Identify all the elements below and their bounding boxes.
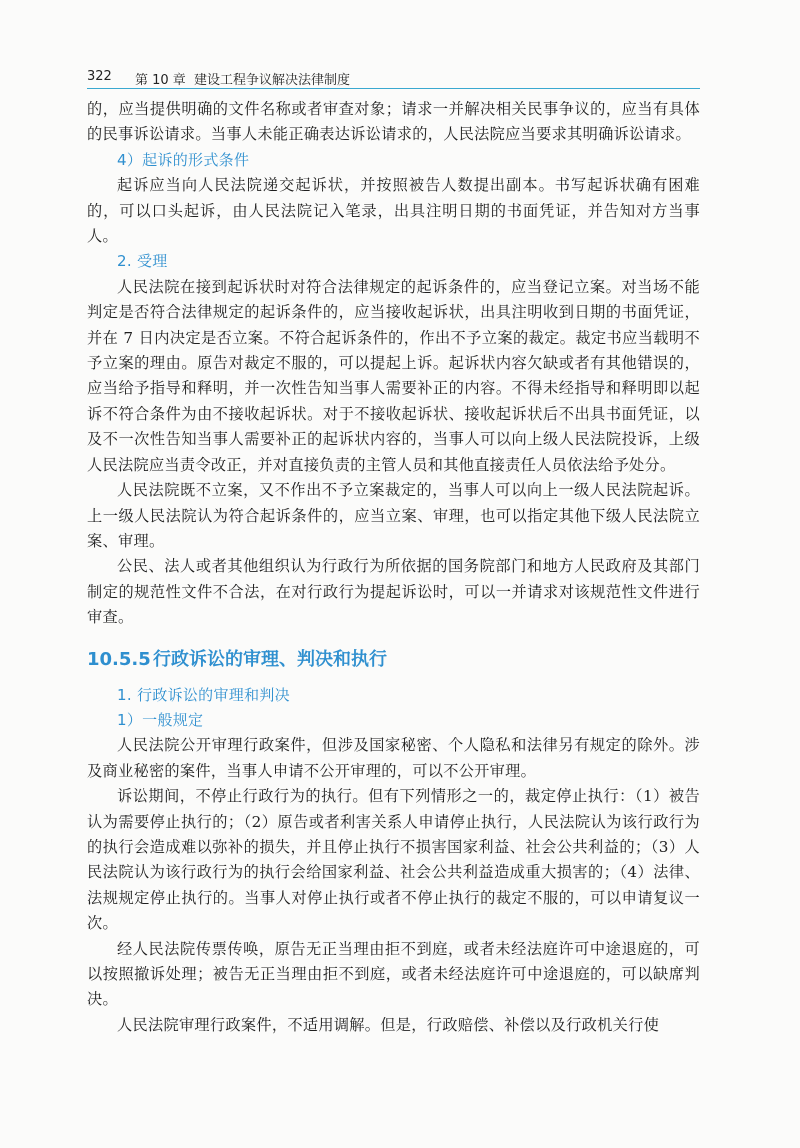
running-header	[87, 66, 700, 89]
section-heading	[87, 647, 700, 673]
heading-form-conditions: 4）起诉的形式条件	[117, 150, 250, 169]
section-title: 行政诉讼的审理、判决和执行	[153, 648, 387, 670]
paragraph-general-3: 经人民法院传票传唤，原告无正当理由拒不到庭，或者未经法庭许可中途退庭的，可以按照撤诉处理；被告无正当理由拒不到庭，或者未经法庭许可中途退庭的，可以缺席判决。	[87, 939, 700, 1009]
paragraph-acceptance-1: 人民法院在接到起诉状时对符合法律规定的起诉条件的，应当登记立案。对当场不能判定是否符合法律规定的起诉条件的，应当接收起诉状，出具注明收到日期的书面凭证，并在 7 日内决定是否立案。不符合起诉条件的，作出不予立案的裁定。裁定书应当载明不予立案的理由。原告对裁定不服的，可以提起上诉。起诉状内容欠缺或者有其他错误的，应当给予指导和释明，并一次性告知当事人需要补正的内容。不得未经指导和释明即以起诉不符合条件为由不接收起诉状。对于不接收起诉状、接收起诉状后不出具书面凭证，以及不一次性告知当事人需要补正的起诉状内容的，当事人可以向上级人民法院投诉，上级人民法院应当责令改正，并对直接负责的主管人员和其他直接责任人员依法给予处分。	[87, 277, 700, 474]
heading-general-provisions: 1）一般规定	[117, 710, 204, 729]
paragraph-acceptance-3: 公民、法人或者其他组织认为行政行为所依据的国务院部门和地方人民政府及其部门制定的规范性文件不合法，在对行政行为提起诉讼时，可以一并请求对该规范性文件进行审查。	[87, 557, 700, 627]
section-number: 10.5.5	[87, 648, 151, 670]
paragraph-acceptance-2: 人民法院既不立案，又不作出不予立案裁定的，当事人可以向上一级人民法院起诉。上一级人民法院认为符合起诉条件的，应当立案、审理，也可以指定其他下级人民法院立案、审理。	[87, 481, 700, 550]
paragraph-intro: 的，应当提供明确的文件名称或者审查对象；请求一并解决相关民事争议的，应当有具体的民事诉讼请求。当事人未能正确表达诉讼请求的，人民法院应当要求其明确诉讼请求。	[87, 100, 700, 144]
paragraph-general-4: 人民法院审理行政案件，不适用调解。但是，行政赔偿、补偿以及行政机关行使	[117, 1015, 660, 1034]
paragraph-general-1: 人民法院公开审理行政案件，但涉及国家秘密、个人隐私和法律另有规定的除外。涉及商业秘密的案件，当事人申请不公开审理的，可以不公开审理。	[87, 736, 700, 780]
paragraph-general-2: 诉讼期间，不停止行政行为的执行。但有下列情形之一的，裁定停止执行：（1）被告认为需要停止执行的；（2）原告或者利害关系人申请停止执行，人民法院认为该行政行为的执行会造成难以弥补的损失，并且停止执行不损害国家利益、社会公共利益的；（3）人民法院认为该行政行为的执行会给国家利益、社会公共利益造成重大损害的；（4）法律、法规规定停止执行的。当事人对停止执行或者不停止执行的裁定不服的，可以申请复议一次。	[87, 787, 700, 933]
chapter-label: 第 10 章	[135, 73, 186, 88]
page-number: 322	[87, 69, 112, 84]
page-body	[87, 97, 700, 1038]
paragraph-form-conditions: 起诉应当向人民法院递交起诉状，并按照被告人数提出副本。书写起诉状确有困难的，可以口头起诉，由人民法院记入笔录，出具注明日期的书面凭证，并告知对方当事人。	[87, 176, 700, 246]
heading-acceptance: 2. 受理	[117, 252, 168, 271]
heading-trial-judgment: 1. 行政诉讼的审理和判决	[117, 685, 290, 704]
chapter-title: 建设工程争议解决法律制度	[194, 73, 351, 88]
